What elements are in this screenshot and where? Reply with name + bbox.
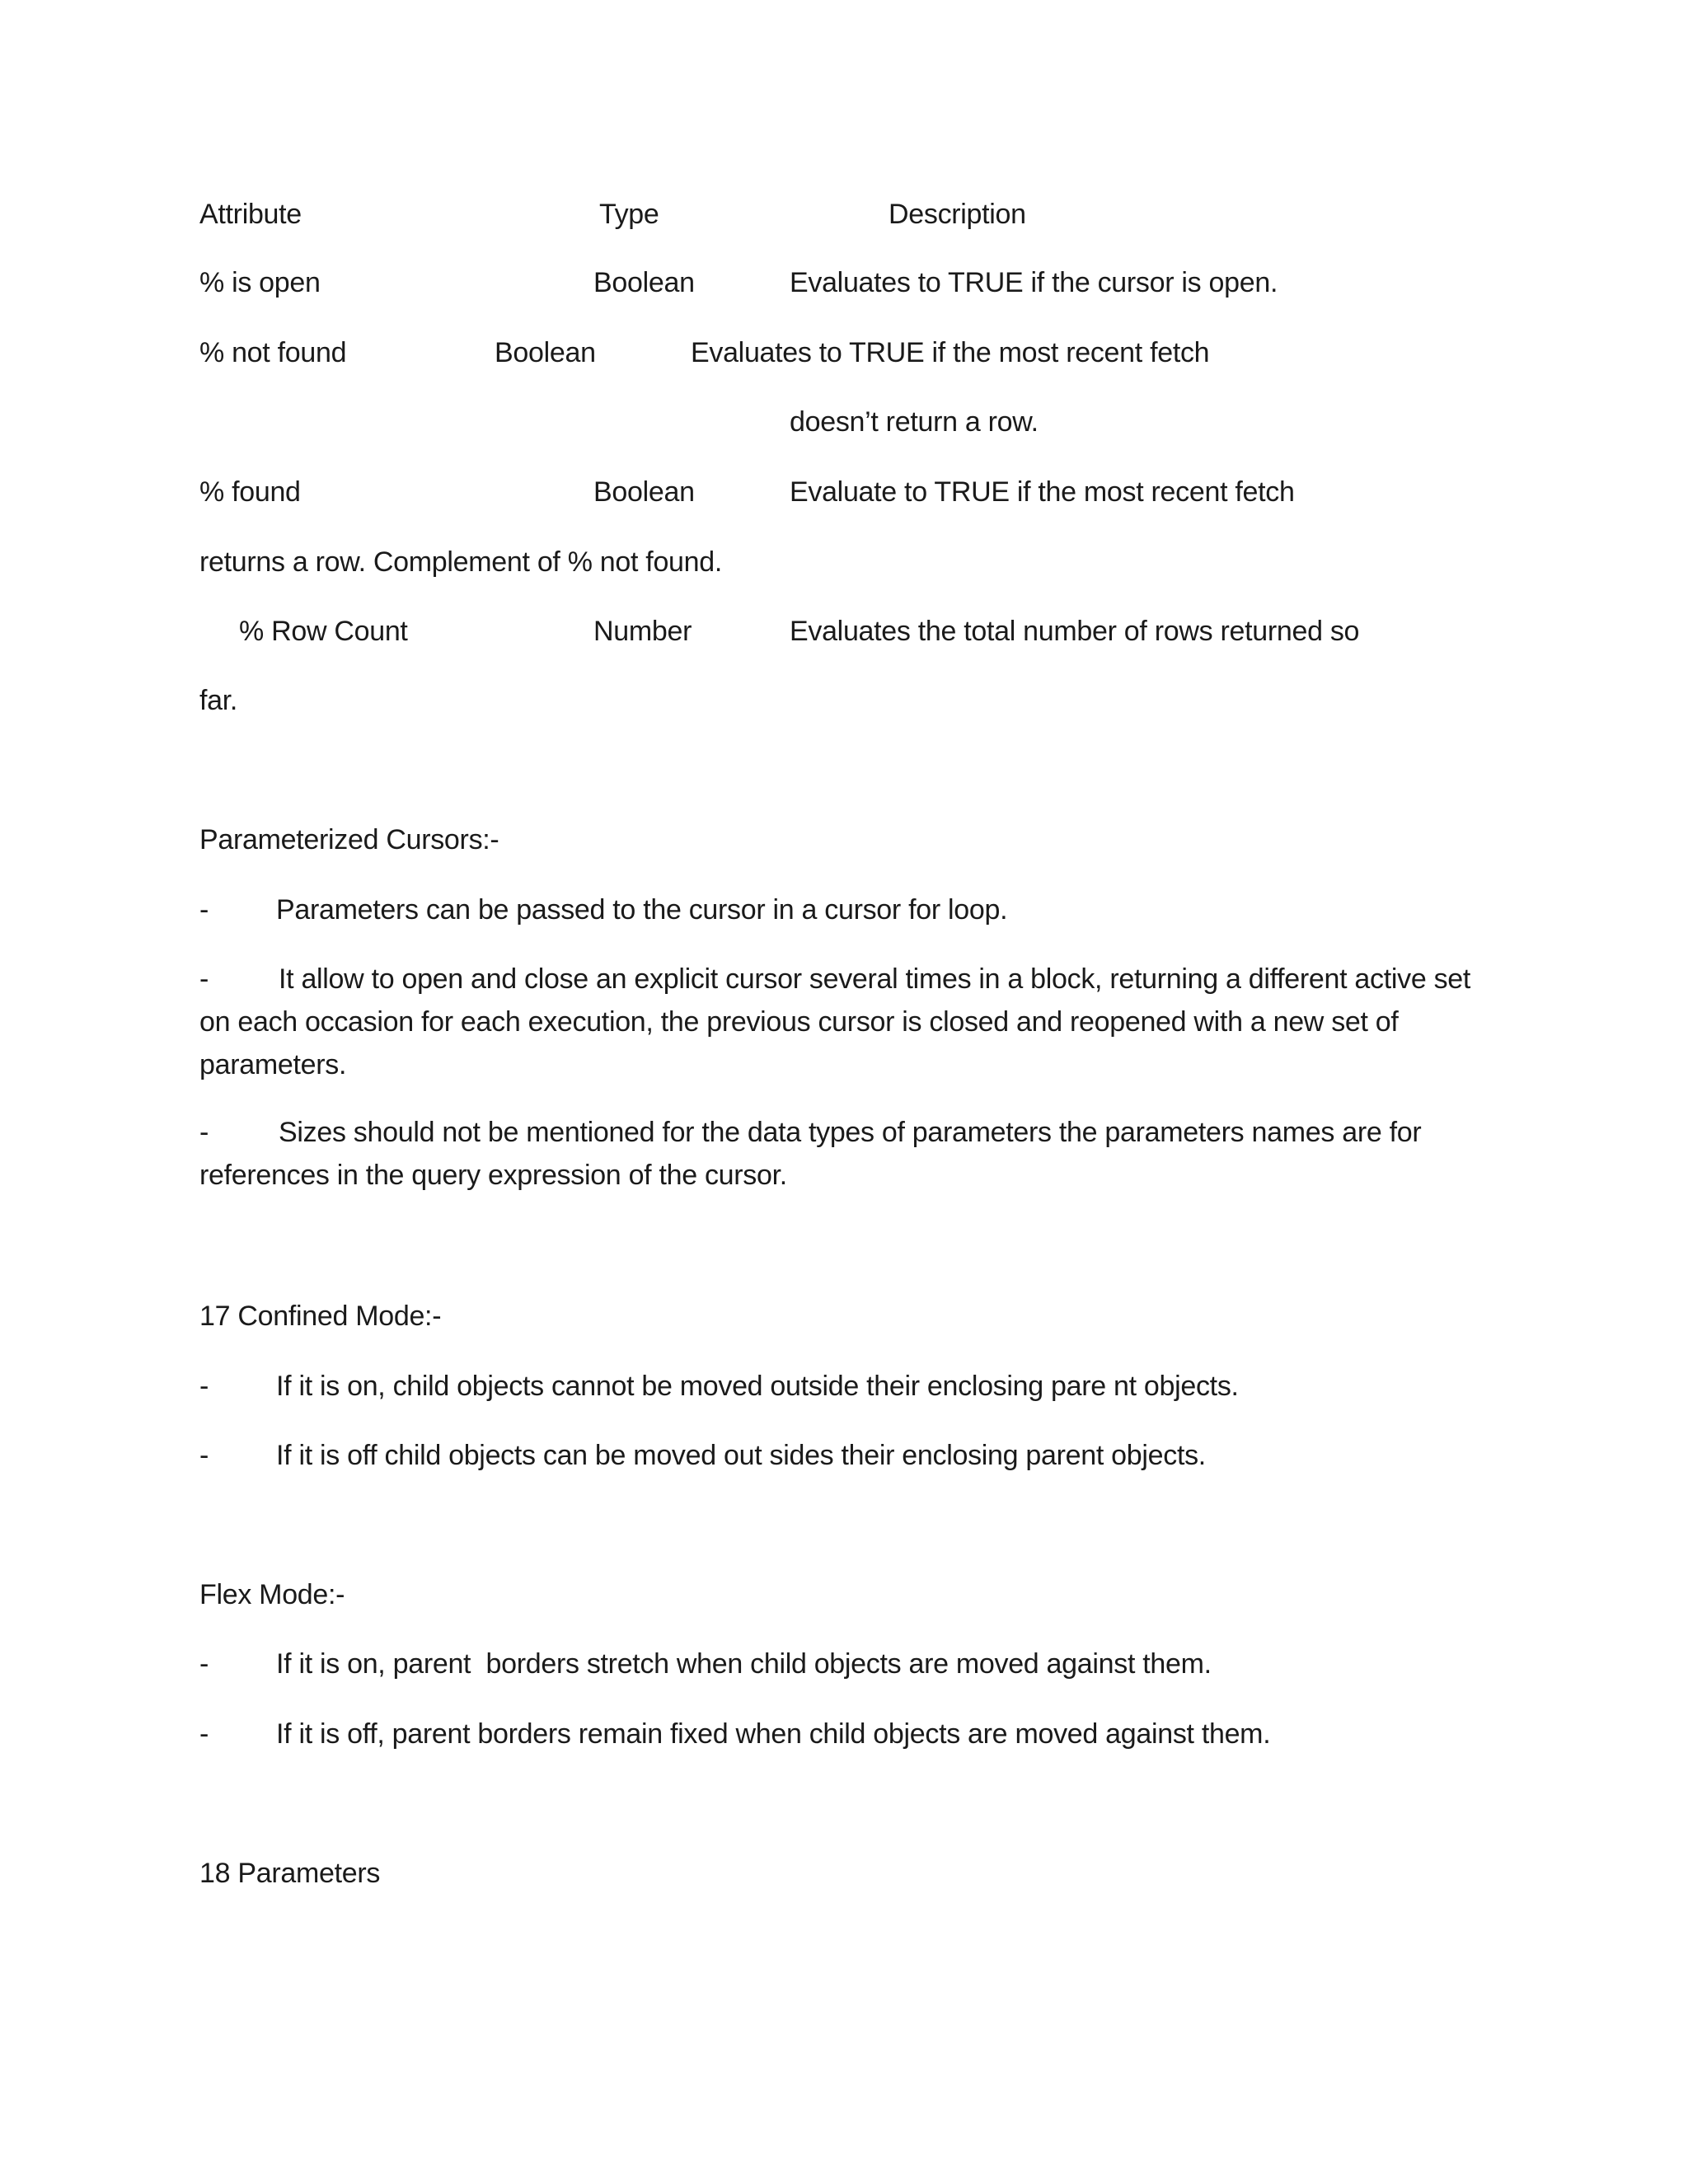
bullet-dash: - [199, 1440, 209, 1471]
row-3-description-cont: returns a row. Complement of % not found. [199, 546, 723, 578]
parameterized-item-2 [199, 958, 1485, 1086]
confined-mode-heading: 17 Confined Mode:- [199, 1301, 442, 1332]
header-attribute: Attribute [199, 199, 302, 230]
row-1-type: Boolean [593, 267, 695, 298]
flex-item-2: If it is off, parent borders remain fixed when child objects are moved against them. [276, 1718, 1271, 1750]
row-3-description: Evaluate to TRUE if the most recent fetch [790, 476, 1295, 508]
row-2-description: Evaluates to TRUE if the most recent fetch [691, 337, 1210, 368]
row-2-type: Boolean [495, 337, 596, 368]
bullet-dash: - [199, 1648, 209, 1680]
row-2-description-cont: doesn’t return a row. [790, 406, 1039, 438]
bullet-dash: - [199, 1117, 209, 1148]
bullet-dash: - [199, 894, 209, 926]
parameterized-cursors-heading: Parameterized Cursors:- [199, 824, 499, 855]
bullet-dash: - [199, 1718, 209, 1750]
header-description: Description [889, 199, 1026, 230]
row-4-description-cont: far. [199, 685, 238, 716]
bullet-dash: - [199, 1371, 209, 1402]
row-1-attribute: % is open [199, 267, 321, 298]
flex-item-1: If it is on, parent borders stretch when child objects are moved against them. [276, 1648, 1212, 1680]
parameterized-item-3 [199, 1111, 1485, 1197]
row-3-type: Boolean [593, 476, 695, 508]
confined-item-1: If it is on, child objects cannot be moved outside their enclosing pare nt objects. [276, 1371, 1239, 1402]
parameterized-item-3-text: Sizes should not be mentioned for the data types of parameters the parameters names are for references in the query expression of the cursor. [199, 1117, 1422, 1191]
flex-mode-heading: Flex Mode:- [199, 1579, 345, 1610]
header-type: Type [599, 199, 659, 230]
row-4-attribute: % Row Count [239, 616, 408, 647]
row-1-description: Evaluates to TRUE if the cursor is open. [790, 267, 1278, 298]
row-4-description: Evaluates the total number of rows returned so [790, 616, 1360, 647]
parameters-heading: 18 Parameters [199, 1858, 381, 1889]
row-3-attribute: % found [199, 476, 301, 508]
row-2-attribute: % not found [199, 337, 347, 368]
parameterized-item-1: Parameters can be passed to the cursor in a cursor for loop. [276, 894, 1008, 926]
bullet-dash: - [199, 963, 209, 995]
confined-item-2: If it is off child objects can be moved out sides their enclosing parent objects. [276, 1440, 1206, 1471]
parameterized-item-2-text: It allow to open and close an explicit cursor several times in a block, returning a different active set on each occasion for each execution, the previous cursor is closed and reopened with a new set of parameters. [199, 963, 1471, 1080]
row-4-type: Number [593, 616, 692, 647]
